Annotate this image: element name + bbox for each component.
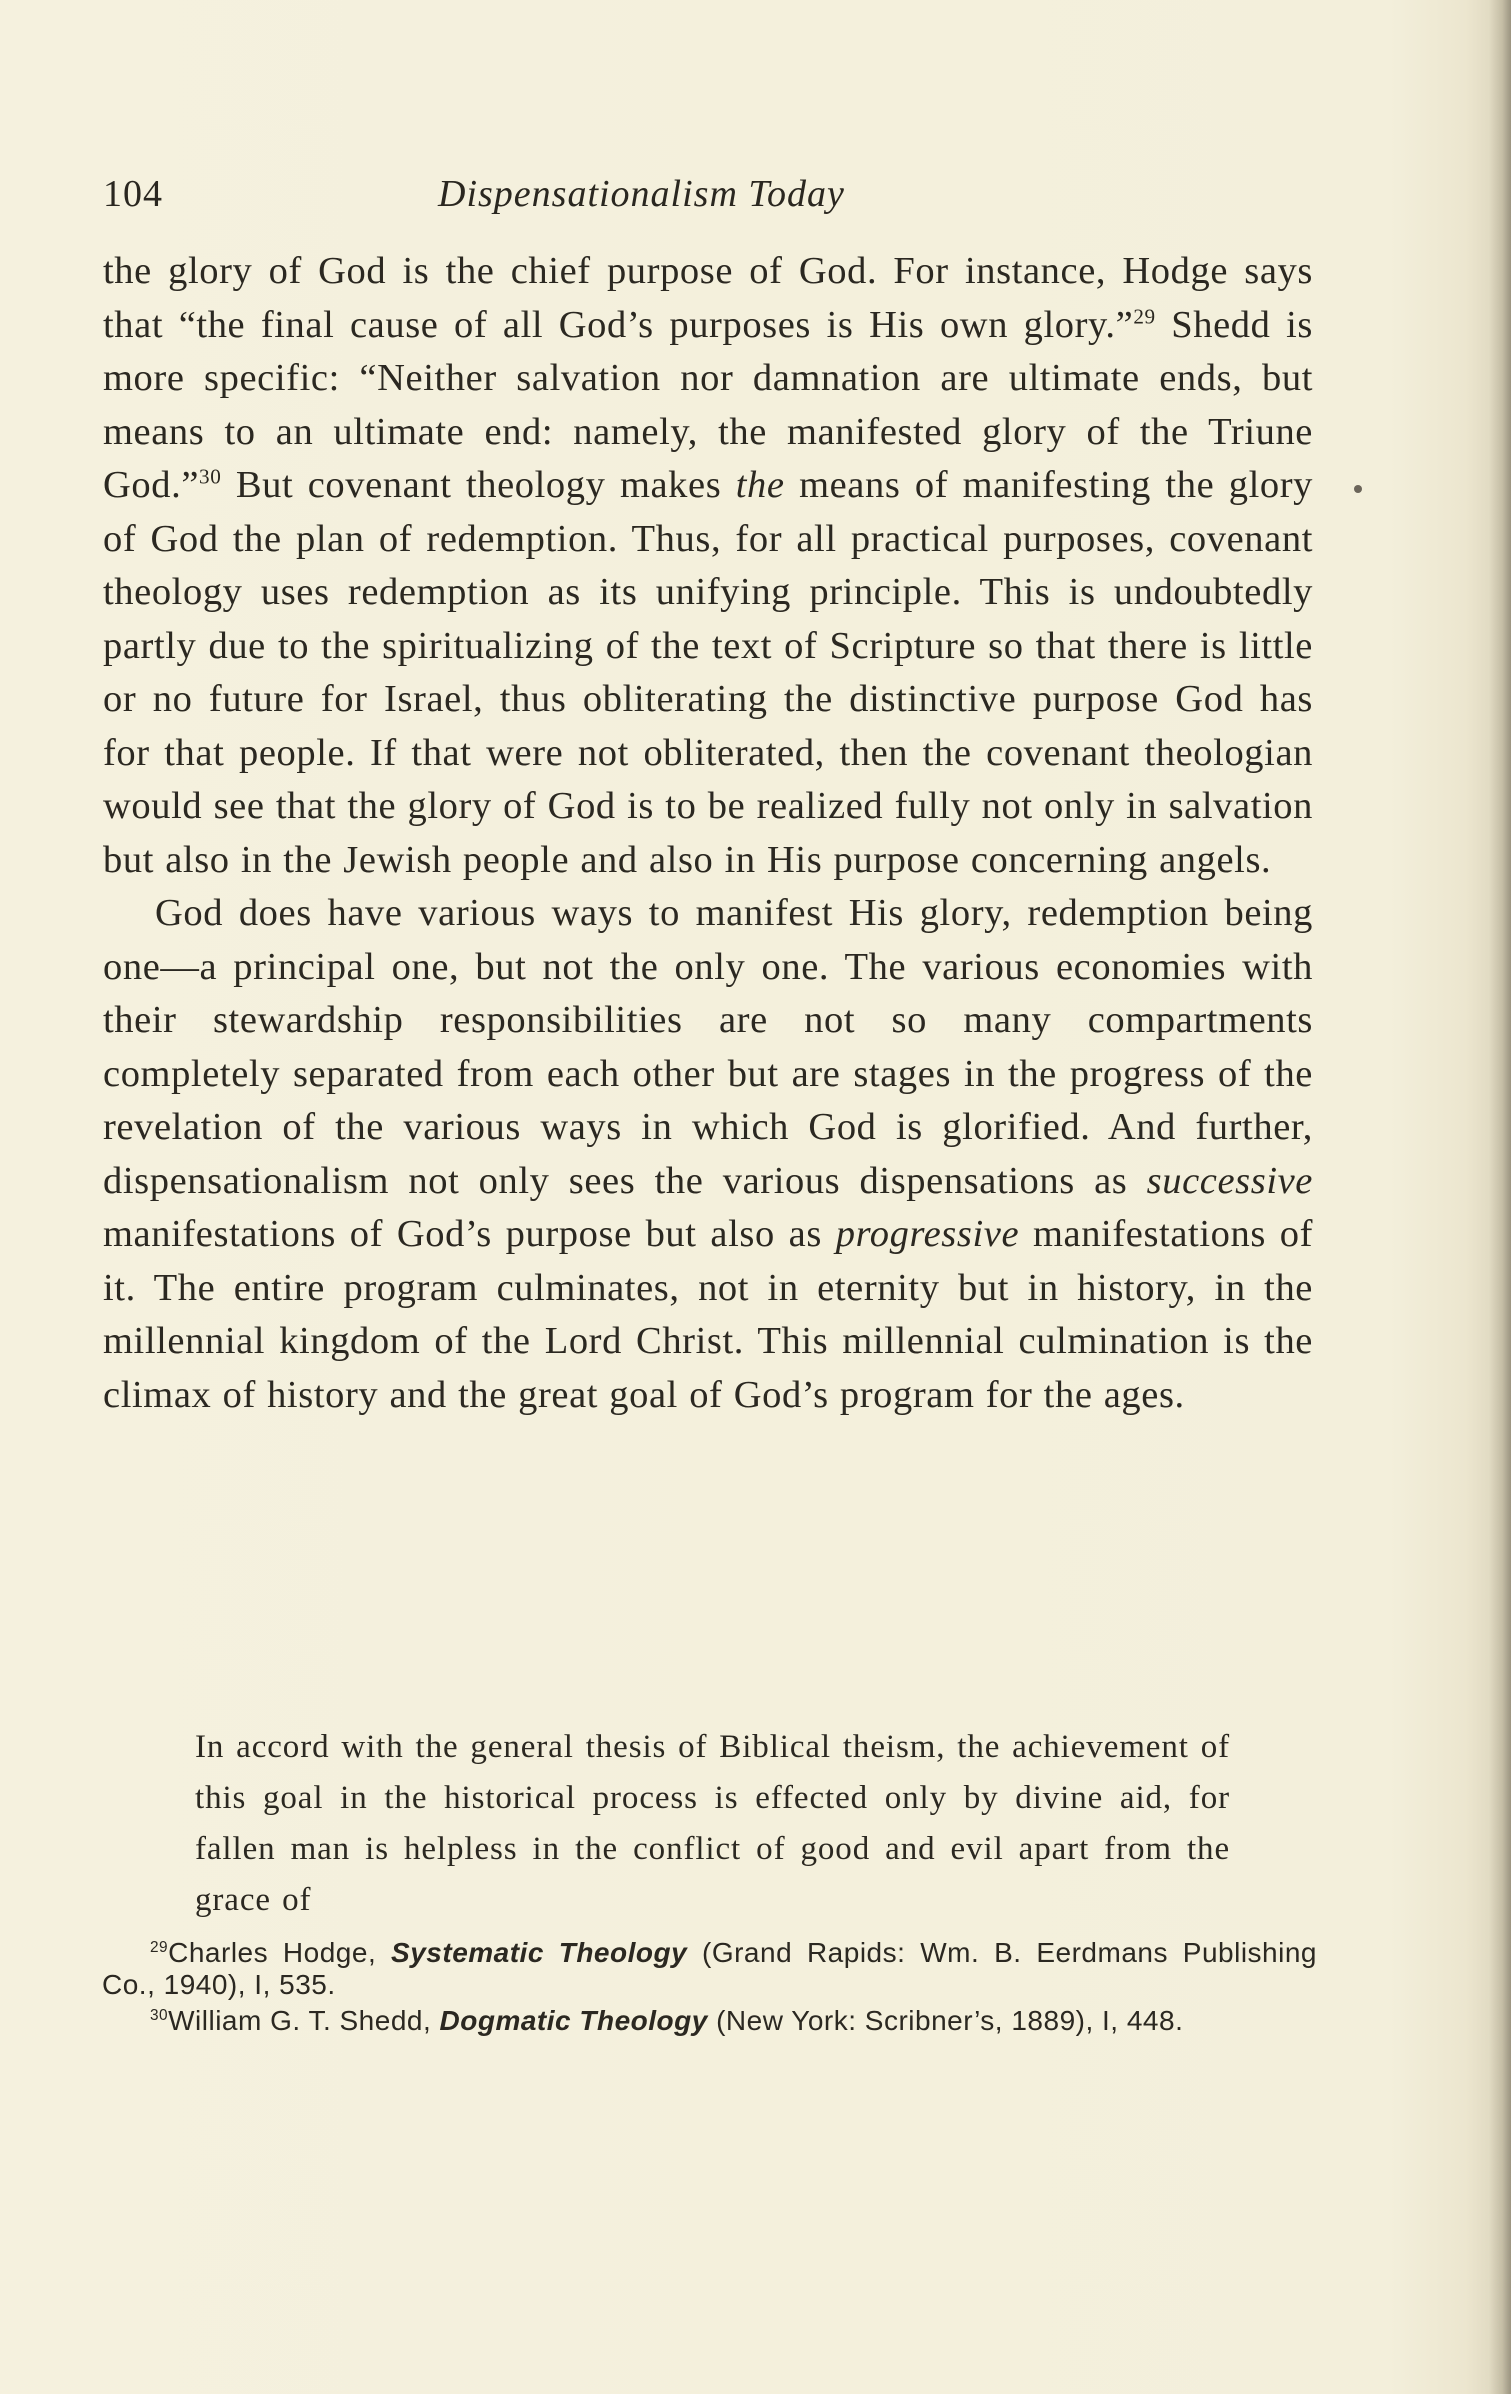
footnote-details: (New York: Scribner’s, 1889), I, 448. — [707, 2005, 1184, 2036]
footnote-number: 29 — [150, 1939, 169, 1956]
emphasized-word: progressive — [835, 1213, 1020, 1255]
footnote-author: Charles Hodge, — [168, 1937, 392, 1968]
running-title: Dispensationalism Today — [438, 173, 845, 215]
footnote-author: William G. T. Shedd, — [168, 2005, 440, 2036]
paragraph-text: means of manifesting the glory of God the plan of redemption. Thus, for all practical purposes, covenant theology uses redemption as its unifying principle. This is undoubtedly partly due to the spiritualizing of the text of Scripture so that there is little or no future for Israel, thus obliterating the distinctive purpose God has for that people. If that were not obliterated, then the covenant theologian would see that the glory of God is to be realized fully not only in salvation but also in the Jewish people and also in His purpose concerning angels. — [103, 464, 1313, 881]
footnote — [102, 2005, 1317, 2037]
emphasized-word: successive — [1146, 1159, 1313, 1202]
paragraph — [103, 887, 1313, 1422]
page-number: 104 — [103, 173, 163, 215]
footnote — [102, 1937, 1317, 2001]
footnote-book-title: Systematic Theology — [391, 1937, 688, 1968]
paragraph-text: God does have various ways to manifest His glory, redemption being one—a principal one, but not the only one. The various economies with their stewardship responsibilities are not so many compartments completely separated from each other but are stages in the progress of the revelation of the various ways in which God is glorified. And further, dispensationalism not only sees the various dispensations as — [103, 892, 1313, 1202]
paragraph-text: manifestations of God’s purpose but also as — [103, 1213, 836, 1255]
paragraph-text: Shedd is more specific: “Neither salvation nor damnation are ultimate ends, but means to an ultimate end: namely, the manifested glory of the Triune God.” — [103, 303, 1313, 506]
footnote-details: (Grand Rapids: Wm. B. Eerdmans Publishing Co., 1940), I, 535. — [102, 1937, 1317, 2000]
paragraph — [103, 245, 1313, 887]
paragraph-text: the glory of God is the chief purpose of God. For instance, Hodge says that “the final cause of all God’s purposes is His own glory.” — [103, 250, 1313, 346]
emphasized-word: the — [735, 464, 785, 506]
page-gutter-shadow — [1489, 0, 1511, 2394]
footnotes — [102, 1937, 1317, 2041]
footnote-reference: 29 — [1133, 303, 1156, 328]
footnote-number: 30 — [150, 2007, 169, 2024]
paragraph-text: manifestations of it. The entire program culminates, not in eternity but in history, in the millennial kingdom of the Lord Christ. This millennial culmination is the climax of history and the great goal of God’s program for the ages. — [103, 1213, 1313, 1416]
body-text — [103, 245, 1313, 1422]
footnote-reference: 30 — [199, 464, 222, 489]
block-quotation: In accord with the general thesis of Biblical theism, the achievement of this goal in the historical process is effected only by divine aid, for fallen man is helpless in the conflict of good and evil apart from the grace of — [195, 1729, 1230, 1918]
margin-mark — [1354, 485, 1362, 493]
paragraph-text: But covenant theology makes — [221, 464, 736, 506]
footnote-book-title: Dogmatic Theology — [439, 2005, 708, 2036]
running-head — [103, 172, 1313, 222]
